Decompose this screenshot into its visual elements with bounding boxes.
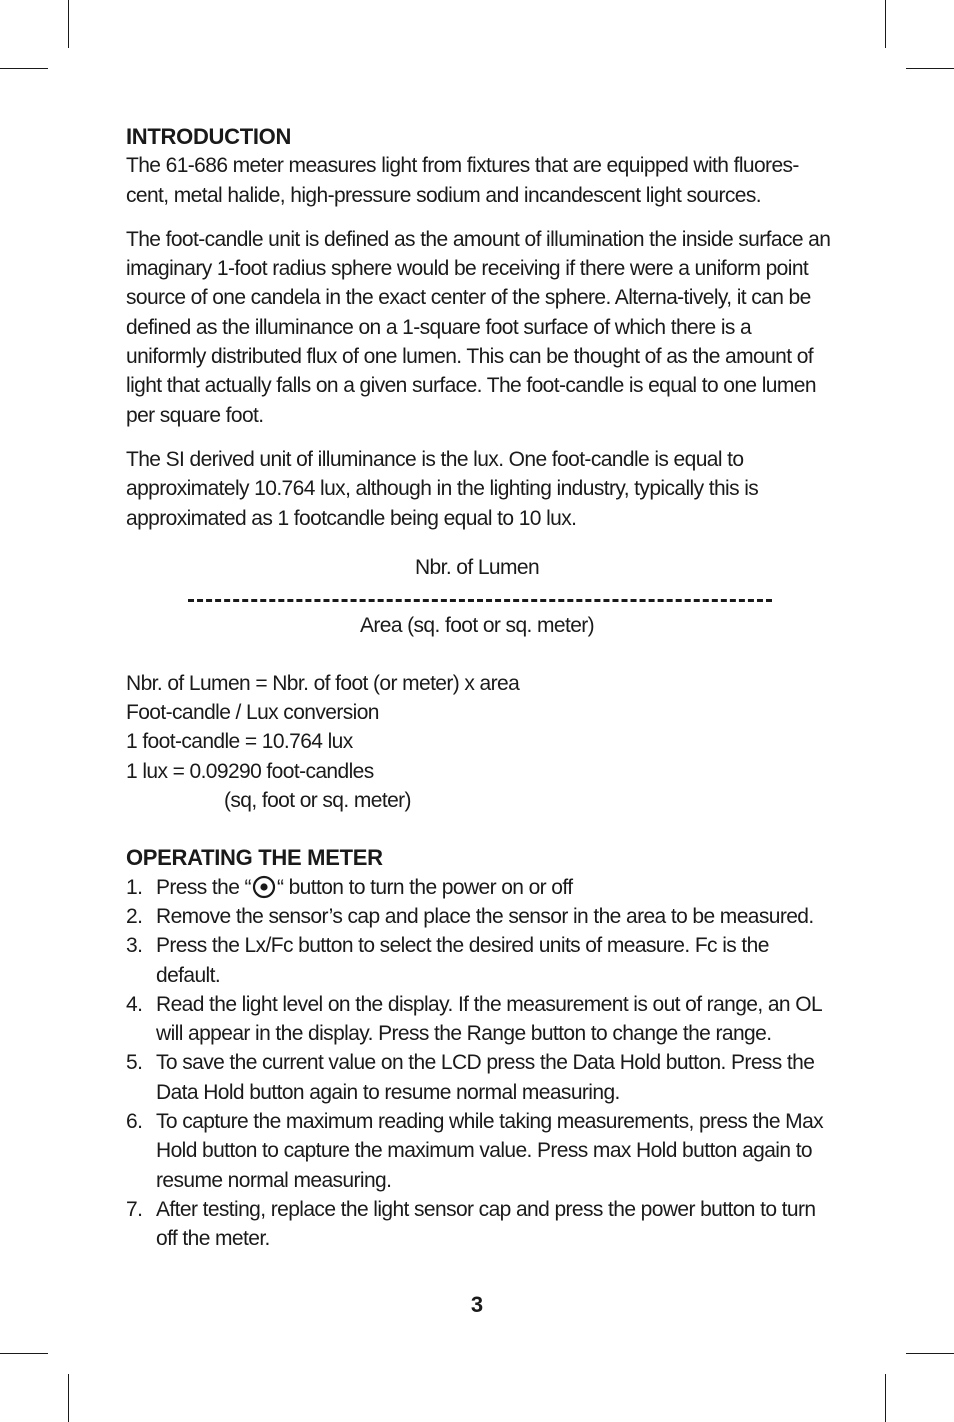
crop-mark-top-right-vertical — [885, 0, 886, 48]
step-text: After testing, replace the light sensor cap and press the power button to turn off the meter. — [156, 1197, 816, 1251]
crop-mark-bottom-right-horizontal — [906, 1353, 954, 1354]
formula-fraction-line — [188, 599, 772, 602]
formula-denominator: Area (sq. foot or sq. meter) — [359, 613, 595, 637]
page-content — [126, 122, 836, 1254]
step-1-text-end: “ button to turn the power on or off — [276, 875, 573, 899]
intro-paragraph-2: The foot-candle unit is defined as the amount of illumination the inside surface an imaginary 1-foot radius sphere would be receiving if there were a uniform point source of one candela in the exact center of the sphere. Alterna-tively, it can be defined as the illuminance on a 1-square foot surface of which there is a uniformly distributed flux of one lumen. This can be thought of as the amount of light that actually falls on a given surface. The foot-candle is equal to one lumen per square foot. — [126, 227, 831, 427]
crop-mark-bottom-left-vertical — [68, 1374, 69, 1422]
conversion-block — [126, 669, 836, 815]
step-1 — [126, 873, 836, 902]
intro-paragraph-3: The SI derived unit of illuminance is the lux. One foot-candle is equal to approximately 10.764 lux, although in the lighting industry, typically this is approximated as 1 footcandle being equal to 10 lux. — [126, 447, 759, 530]
step-2 — [126, 902, 836, 931]
step-number: 1. — [126, 875, 143, 899]
step-number: 3. — [126, 934, 143, 958]
step-5 — [126, 1048, 836, 1107]
crop-mark-bottom-left-horizontal — [0, 1353, 48, 1354]
introduction-heading: INTRODUCTION — [126, 124, 292, 149]
conversion-line-4: 1 lux = 0.09290 foot-candles — [126, 759, 374, 783]
step-number: 2. — [126, 904, 143, 928]
step-text: To capture the maximum reading while taking measurements, press the Max Hold button to capture the maximum value. Press max Hold button again to resume normal measuring. — [156, 1110, 824, 1192]
crop-mark-top-right-horizontal — [906, 68, 954, 69]
page-number: 3 — [470, 1292, 484, 1317]
crop-mark-top-left-vertical — [68, 0, 69, 48]
crop-mark-bottom-right-vertical — [885, 1374, 886, 1422]
step-text: Remove the sensor’s cap and place the sensor in the area to be measured. — [156, 904, 814, 928]
formula-numerator: Nbr. of Lumen — [414, 555, 540, 579]
conversion-line-5: (sq, foot or sq. meter) — [224, 789, 411, 813]
step-number: 4. — [126, 992, 143, 1016]
step-6 — [126, 1107, 836, 1195]
conversion-line-2: Foot-candle / Lux conversion — [126, 701, 379, 725]
operating-steps — [126, 873, 836, 1254]
step-number: 6. — [126, 1110, 143, 1134]
crop-mark-top-left-horizontal — [0, 68, 48, 69]
step-number: 7. — [126, 1197, 143, 1221]
step-4 — [126, 990, 836, 1049]
conversion-line-3: 1 foot-candle = 10.764 lux — [126, 730, 353, 754]
step-3 — [126, 931, 836, 990]
operating-heading: OPERATING THE METER — [126, 845, 383, 871]
lux-formula — [126, 553, 836, 669]
intro-paragraph-1: The 61-686 meter measures light from fixtures that are equipped with fluores-cent, metal halide, high-pressure sodium and incandescent light sources. — [126, 154, 799, 207]
step-7 — [126, 1195, 836, 1254]
step-text: To save the current value on the LCD press the Data Hold button. Press the Data Hold button again to resume normal measuring. — [156, 1051, 815, 1104]
step-text: Press the Lx/Fc button to select the desired units of measure. Fc is the default. — [156, 934, 769, 987]
step-number: 5. — [126, 1051, 143, 1075]
step-1-text-start: Press the “ — [156, 875, 251, 899]
power-button-icon — [252, 875, 276, 899]
conversion-line-1: Nbr. of Lumen = Nbr. of foot (or meter) x area — [126, 671, 520, 695]
step-text: Read the light level on the display. If the measurement is out of range, an OL will appear in the display. Press the Range button to change the range. — [156, 992, 822, 1046]
